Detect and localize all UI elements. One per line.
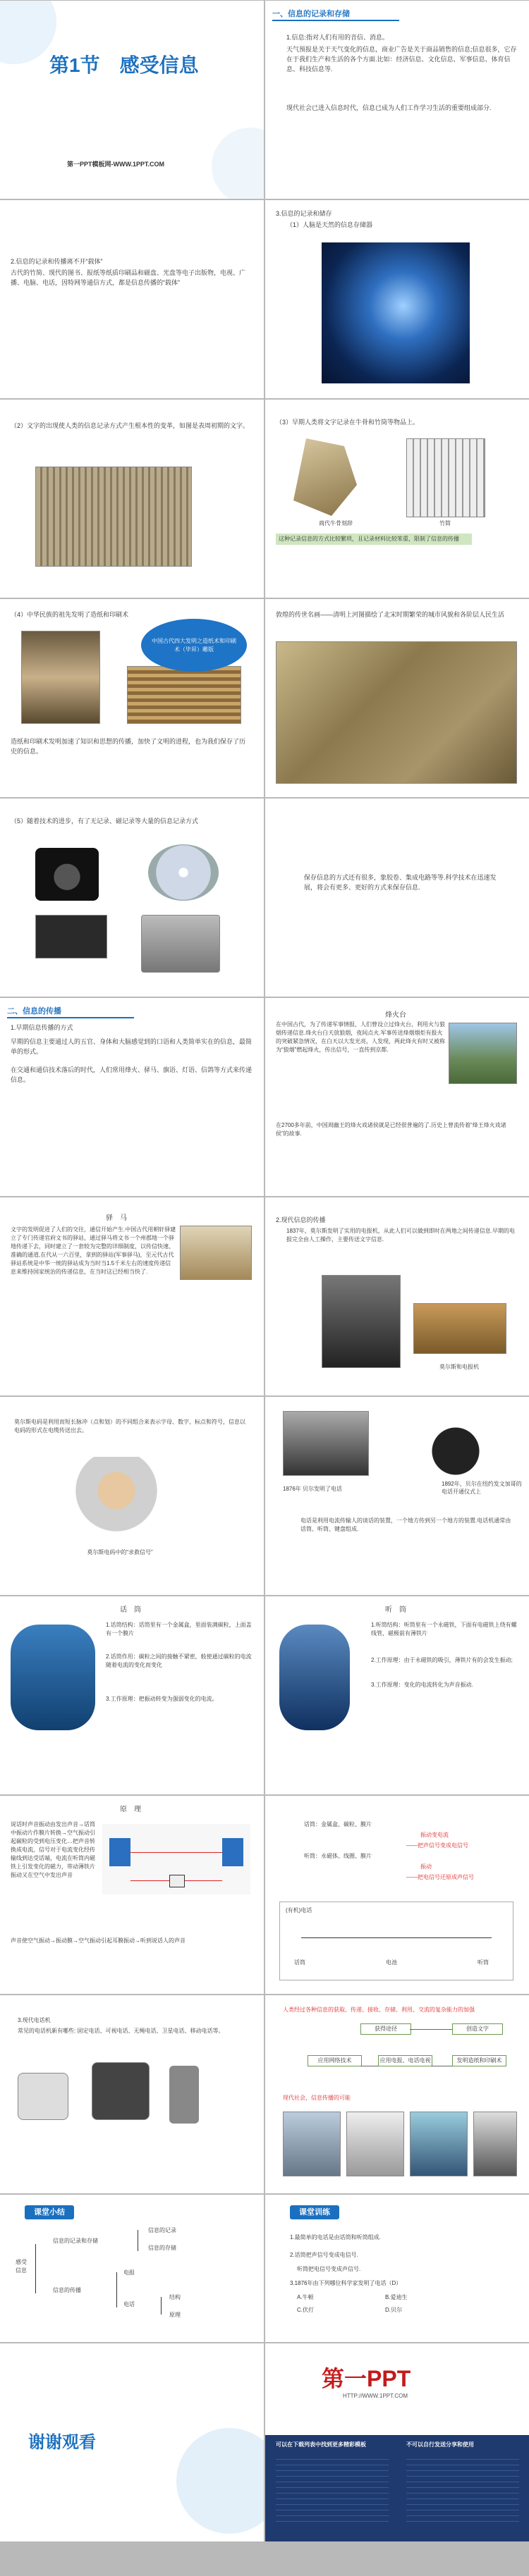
option-a: A.牛顿 — [297, 2294, 314, 2300]
slide-beacon — [265, 998, 529, 1196]
modern-phone-heading: 3.现代电话机 — [18, 2017, 51, 2023]
gadget-image — [410, 2112, 468, 2176]
slide-paper-printing — [0, 599, 264, 797]
earpiece-principle: 3.工作原理：变化的电流转化为声音振动. — [371, 1682, 473, 1688]
cai-lun-image — [21, 631, 100, 724]
mapping-vibration: 振动 — [420, 1863, 432, 1870]
slide-credits — [265, 2343, 529, 2541]
slide-telephone — [265, 1397, 529, 1595]
battery-shape — [169, 1875, 185, 1887]
mouthpiece-label: 话筒 — [294, 1959, 305, 1966]
examples-text: 天气预报是关于天气变化的信息，商业广告是关于商品销售的信息;信息很多，它存在于我们生产和生活的各个方面.比如：经济信息、文化信息、军事信息、体育信息、科技信息等. — [286, 46, 517, 73]
beacon-title: 烽火台 — [385, 1011, 406, 1019]
slide-summary — [0, 2195, 264, 2342]
summary-bracket — [161, 2297, 162, 2315]
mapping-mouthpiece: 话筒：金属盒、碳粒、膜片 — [304, 1821, 372, 1828]
option-b: B.爱迪生 — [385, 2294, 408, 2300]
devices-text: （5）随着技术的进步，有了无记录、磁记录等大量的信息记录方式 — [11, 818, 199, 825]
woodblock-image — [127, 666, 241, 724]
gadget-image — [473, 2112, 517, 2176]
principle-title: 原 理 — [120, 1806, 141, 1813]
decor-bubble — [212, 128, 264, 199]
summary-leaf: 信息的记录 — [148, 2227, 176, 2233]
morse-code-text: 莫尔斯电码是利用而短长脉冲（点和划）的不同组合来表示字母、数字、标点和符号，信息以电码的形式在电缆传送出去。 — [14, 1419, 245, 1434]
horse-rider-image — [180, 1226, 252, 1280]
slide-info-chain — [265, 1995, 529, 2193]
modern-heading: 2.现代信息的传播 — [276, 1216, 326, 1224]
carrier-heading: 2.信息的记录和传播离不开“载体” — [11, 258, 103, 265]
principle-text: 说话时声音振动由发出声音→话筒中振动片作膜片转换→空气振动引起碳粒的受到电压变化…把声音转换成电流，信号对于电流变化经传输线到达受话端，电流在听筒内磁铁上引发变化的磁力，带动薄铁片振动又在空气中发出声音 — [11, 1821, 95, 1878]
limitation-note: 这种记录信息的方式比较繁琐，且记录材料比较笨重，限制了信息的传播 — [276, 534, 472, 545]
info-age-text: 现代社会已进入信息时代，信息已成为人们工作学习生活的重要组成部分. — [286, 104, 492, 111]
credits-list-left — [276, 2456, 389, 2527]
paper-effect-text: 造纸和印刷术发明加速了知识和思想的传播，加快了文明的进程，也为我们保存了历史的信息。 — [11, 738, 246, 755]
slide-info-record — [265, 1, 529, 199]
heading-underline — [272, 20, 399, 21]
qingming-painting-image — [276, 641, 517, 784]
slide-title — [0, 1, 264, 199]
battery-label: 电池 — [386, 1959, 397, 1966]
summary-leaf: 信息的存储 — [148, 2245, 176, 2251]
bronze-inscription-image — [35, 467, 192, 567]
modern-possibility-text: 现代社会，信息传播的可能 — [283, 2095, 351, 2101]
summary-leaf: 原理 — [169, 2312, 181, 2318]
morse-portrait-image — [322, 1275, 401, 1368]
slide-devices — [0, 799, 264, 997]
circuit-wire — [301, 1937, 492, 1938]
slide-practice — [265, 2195, 529, 2342]
thanks-text: 谢谢观看 — [28, 2433, 96, 2452]
section-heading: 一、信息的记录和存储 — [272, 10, 350, 18]
beacon-text: 在中国古代，为了传递军事情报，人们曾设立过烽火台，利用火与狼烟传递信息.烽火台白天放狼烟，夜间点火.军事传送烽烟烟炬有报火的突破紧急情况，在白天以大发光亮，人发现，两此烽火有时又被称为“狼烟”燃起烽火，传出信号，一直传到京都. — [276, 1021, 445, 1053]
early-text: 早期的信息主要通过人的五官、身体和大脑感觉到的口语和人类简单实在的信息，最简单的形式。 — [11, 1038, 253, 1055]
bone-bamboo-text: （3）早期人类将文字记录在牛骨和竹筒等物品上。 — [276, 419, 420, 426]
credits-heading-left: 可以在下载列表中找到更多精彩模板 — [276, 2441, 366, 2448]
question-2b: 听筒把电信号变成声信号. — [297, 2266, 361, 2272]
summary-tag: 课堂小结 — [25, 2205, 74, 2219]
cordless-phone-image — [169, 2066, 199, 2124]
heading-underline — [7, 1017, 134, 1018]
summary-branch-record: 信息的记录和存储 — [53, 2238, 98, 2244]
summary-bracket — [116, 2272, 118, 2307]
box-acquire: 获得途径 — [360, 2023, 411, 2035]
question-2: 2.话筒把声信号变成电信号. — [290, 2252, 358, 2258]
earpiece-shape — [222, 1838, 243, 1866]
box-telecom: 应用电报、电话电视 — [378, 2055, 432, 2066]
bell-phone-image — [283, 1411, 369, 1476]
slide-writing — [0, 400, 264, 598]
oracle-bone-image — [293, 438, 357, 516]
telegraph-caption: 莫尔斯和电报机 — [439, 1364, 479, 1370]
earpiece-structure: 1.听筒结构：听筒里有一个永磁铁，下面有电磁铁上绕有螺线管，磁极前有薄铁片 — [371, 1622, 517, 1637]
brain-text: （1）人脑是天然的信息存储器 — [286, 221, 373, 228]
brain-image — [322, 242, 470, 383]
bamboo-slips-image — [406, 438, 485, 517]
mouthpiece-structure: 1.话筒结构：话筒里有一个金属盒，里面装满碳粒，上面盖有一个膜片 — [106, 1622, 252, 1637]
mouthpiece-title: 话 筒 — [120, 1606, 141, 1614]
summary-leaf: 电报 — [123, 2269, 135, 2276]
summary-branch-transmit: 信息的传播 — [53, 2287, 81, 2293]
earpiece-label: 听筒 — [478, 1959, 489, 1966]
phone-circuit-diagram — [279, 1902, 513, 1980]
slide-mouthpiece — [0, 1596, 264, 1794]
credits-list-right — [406, 2456, 519, 2527]
mouthpiece-function: 2.话筒作用：碳粒之间的接触不紧密，般使通过碳粒的电流随着电流的变化而变化 — [106, 1653, 252, 1668]
earpiece-vibration: 2.工作原理：由于永磁铁的吸引，薄铁片有的会发生振动; — [371, 1657, 513, 1663]
landline-image — [18, 2073, 68, 2120]
gadget-image — [283, 2112, 341, 2176]
slide-earpiece — [265, 1596, 529, 1794]
beacon-story-text: 在2700多年前，中国周幽王的烽火戏诸侯就是已经很普遍的了.历史上曾流传着“烽王烽火戏诸侯”的故事. — [276, 1122, 506, 1137]
mapping-earpiece: 听筒：永磁体、线圈、膜片 — [304, 1853, 372, 1859]
sos-cartoon-image — [63, 1457, 169, 1541]
practice-tag: 课堂训练 — [290, 2205, 339, 2219]
box-network: 应用网络技术 — [308, 2055, 362, 2066]
circuit-diagram — [102, 1824, 250, 1894]
brand-line: 第一PPT模板网-WWW.1PPT.COM — [67, 161, 164, 168]
section-heading: 二、信息的传播 — [7, 1007, 61, 1016]
gadget-image — [346, 2112, 404, 2176]
sos-caption: 莫尔斯电码中的“求救信号” — [87, 1549, 153, 1555]
question-1: 1.最简单的电话是由话筒和听筒组成. — [290, 2234, 381, 2241]
modern-phone-text: 常见的电话机新有哪些: 固定电话、可视电话、无绳电话、卫星电话、移动电话等。 — [18, 2028, 224, 2034]
summary-bracket — [138, 2230, 139, 2251]
chain-arrow — [410, 2029, 452, 2030]
credits-heading-right: 不可以自行发送分享和使用 — [406, 2441, 474, 2448]
mapping-vibration-current: 振动变电流 — [420, 1832, 449, 1838]
bamboo-caption: 竹简 — [439, 520, 451, 526]
circuit-wire — [130, 1852, 222, 1853]
mouthpiece-principle: 3.工作原理：把振动转变为强弱变化的电流。 — [106, 1696, 218, 1702]
brand-url: HTTP://WWW.1PPT.COM — [343, 2393, 408, 2399]
credits-panel — [265, 2435, 529, 2541]
telephone-text: 电话是利用电流传输人的谈话的装置，一个地方传到另一个地方的装置.电话机通常由话筒、听筒、键盘组成. — [300, 1517, 511, 1532]
old-telephone-image — [413, 1411, 498, 1478]
telegraph-text: 1837年，莫尔斯发明了实用的电报机，从此人们可以做到即时在两地之间传递信息.早期的电报完全由人工操作，主要传送文字信息. — [286, 1228, 516, 1243]
early-heading: 1.早期信息传播的方式 — [11, 1024, 73, 1031]
earpiece-title: 听 筒 — [385, 1606, 406, 1614]
writing-text: （2）文字的出现使人类的信息记录方式产生根本性的变革，如图是表周初期的文字。 — [11, 422, 250, 429]
early-methods-text: 在交通和通信技术落后的时代，人们常用烽火、驿马、旗语、灯语、信鸽等方式来传递信息。 — [11, 1066, 253, 1083]
mouthpiece-image — [11, 1625, 95, 1730]
credits-banner — [265, 2343, 529, 2435]
oracle-bone-caption: 商代牛骨刻辞 — [319, 520, 353, 526]
slide-phone-mapping — [265, 1796, 529, 1994]
paper-heading: （4）中华民族的祖先发明了造纸和印刷术 — [11, 611, 129, 618]
qingming-text: 敦煌的传世名画——清明上河图描绘了北宋时期繁荣的城市风貌和各阶层人民生活 — [276, 611, 505, 618]
summary-root: 感受信息 — [16, 2259, 27, 2274]
slide-bone-bamboo — [265, 400, 529, 598]
slide-more-storage — [265, 799, 529, 997]
cd-disc-image — [148, 844, 219, 901]
mouthpiece-shape — [109, 1838, 130, 1866]
summary-leaf: 结构 — [169, 2294, 181, 2300]
mapping-electric-to-sound: ——把电信号还原成声信号 — [406, 1874, 474, 1880]
slide-principle — [0, 1796, 264, 1994]
slide-thanks — [0, 2343, 264, 2541]
box-writing: 创造文字 — [452, 2023, 503, 2035]
video-phone-image — [92, 2062, 150, 2120]
more-storage-text: 保存信息的方式还有很多，象胶卷、集成电路等等.科学技术在迅速发展，将会有更多、更好的方式来保存信息. — [304, 874, 497, 891]
post-horse-text: 文字的发明促进了人们的交往，通信开始产生.中国古代用朝轩驿建立了专门传递官府文书的驿站，通过驿马将文书一个州郡地一个驿地传递下去，同时建立了一套较为完整的详细制度，以传信快速、准确的通道,在代从一六百里，拿到的驿站(军事驿马)，至元代古代驿站系统是中华一统的驿站成为当时当1.5千米左右的速度传递信息来维持国家统治的传递信息，在当时这已经相当快了. — [11, 1226, 176, 1275]
inventions-bubble: 中国古代四大发明之造纸术和印刷术（毕昇）雕版 — [141, 619, 247, 672]
cassette-image — [35, 915, 107, 959]
chicago-caption: 1892年，贝尔在纽约发文加哥的电话开通仪式上 — [442, 1481, 522, 1495]
summary-bracket — [35, 2244, 37, 2293]
decor-bubble — [0, 1, 56, 64]
option-c: C.伏打 — [297, 2307, 314, 2313]
slide-qingming — [265, 599, 529, 797]
decor-bubble — [176, 2428, 264, 2534]
phone-label: (有机)电话 — [286, 1907, 312, 1913]
question-3: 3.1876年由下列哪位科学家发明了电话（D） — [290, 2280, 402, 2286]
telegraph-machine-image — [413, 1303, 506, 1354]
brand-logo: 第一PPT — [322, 2366, 411, 2391]
chain-heading: 人类经过各种信息的获取、传递、接收、存储、利用、交流的复杂能力的加强 — [283, 2007, 475, 2013]
slide-morse-code — [0, 1397, 264, 1595]
beacon-tower-image — [449, 1023, 517, 1084]
slide-telegraph — [265, 1197, 529, 1395]
slide-post-horse — [0, 1197, 264, 1395]
lesson-title: 第1节 感受信息 — [49, 54, 199, 76]
mapping-sound-to-electric: ——把声信号变成电信号 — [406, 1842, 468, 1849]
option-d: D.贝尔 — [385, 2307, 402, 2313]
slide-modern-phones — [0, 1995, 264, 2193]
slide-transmission — [0, 998, 264, 1196]
bell-caption: 1876年 贝尔发明了电话 — [283, 1486, 343, 1492]
hard-disk-image — [141, 915, 220, 973]
camera-image — [35, 848, 99, 901]
carrier-text: 古代的竹简、现代的图书、报纸等纸质印刷品和磁盘、光盘等电子出版物，电视、广播、电脑、电话，因特网等通信方式，都是信息传播的“载体” — [11, 269, 246, 286]
post-horse-title: 驿 马 — [106, 1214, 127, 1222]
sound-path-text: 声音使空气振动→振动膜→空气振动引起耳膜振动→听到说话人的声音 — [11, 1937, 186, 1944]
definition-text: 1.信息:指对人们有用的音信、消息。 — [286, 34, 389, 41]
slide-carrier — [0, 200, 264, 398]
summary-leaf: 电话 — [123, 2301, 135, 2307]
box-paper: 发明造纸和印刷术 — [452, 2055, 506, 2066]
slide-brain-storage — [265, 200, 529, 398]
storage-heading: 3.信息的记录和储存 — [276, 210, 332, 217]
earpiece-image — [279, 1625, 350, 1730]
